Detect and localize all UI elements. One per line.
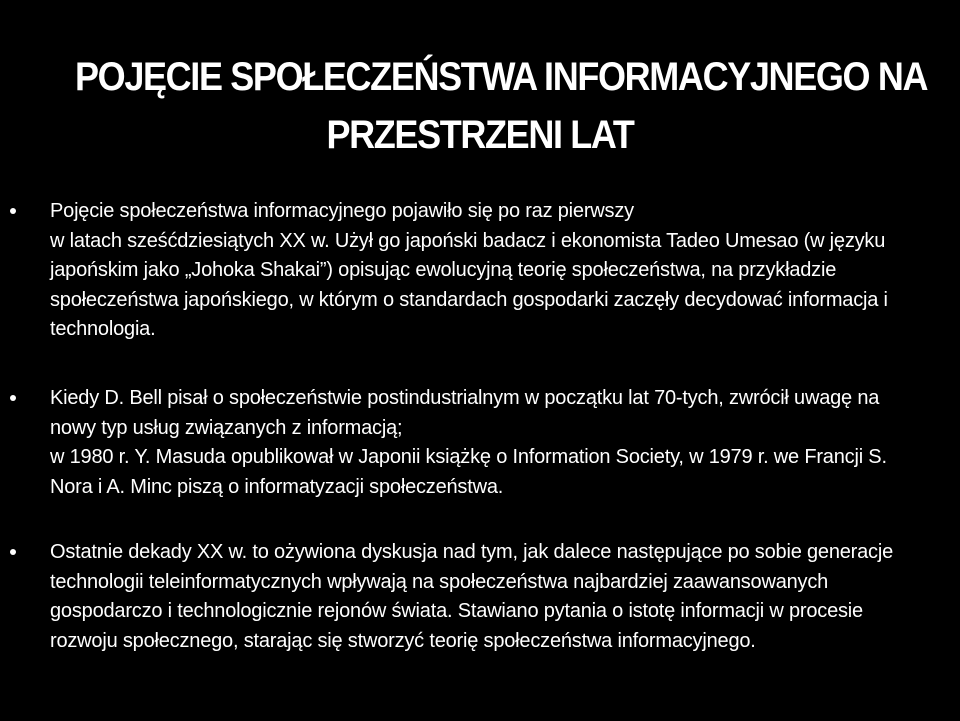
bullet-dot-icon <box>10 208 16 214</box>
bullet-dot-icon <box>10 395 16 401</box>
bullet-paragraph-umesao <box>50 197 940 345</box>
paragraph-line: Nora i A. Minc piszą o informatyzacji społeczeństwa. <box>50 475 504 498</box>
paragraph-line: w latach sześćdziesiątych XX w. Użył go japoński badacz i ekonomista Tadeo Umesao (w języku <box>50 229 886 252</box>
paragraph-line: Pojęcie społeczeństwa informacyjnego pojawiło się po raz pierwszy <box>50 200 634 222</box>
paragraph-line: nowy typ usług związanych z informacją; <box>50 416 403 439</box>
paragraph-line: społeczeństwa japońskiego, w którym o standardach gospodarki zaczęły decydować informacja i <box>50 288 888 311</box>
paragraph-line: technologia. <box>50 318 156 340</box>
paragraph-line: rozwoju społecznego, starając się stworzyć teorię społeczeństwa informacyjnego. <box>50 629 756 652</box>
title-line: POJĘCIE SPOŁECZEŃSTWA INFORMACYJNEGO NA <box>75 55 928 99</box>
paragraph-line: w 1980 r. Y. Masuda opublikował w Japonii książkę o Information Society, w 1979 r. we Francji S. <box>50 446 887 468</box>
paragraph-line: japońskim jako „Johoka Shakai”) opisując ewolucyjną teorię społeczeństwa, na przykładzie <box>50 259 837 281</box>
paragraph-line: gospodarczo i technologicznie rejonów świata. Stawiano pytania o istotę informacji w procesie <box>50 600 863 622</box>
title-line: PRZESTRZENI LAT <box>326 113 634 157</box>
slide-title <box>75 48 928 164</box>
bullet-dot-icon <box>10 549 16 555</box>
bullet-paragraph-bell <box>50 384 940 502</box>
paragraph-line: Kiedy D. Bell pisał o społeczeństwie postindustrialnym w początku lat 70-tych, zwrócił uwagę na <box>50 387 880 409</box>
bullet-paragraph-discussion <box>50 538 940 656</box>
paragraph-line: Ostatnie dekady XX w. to ożywiona dyskusja nad tym, jak dalece następujące po sobie generacje <box>50 541 894 563</box>
paragraph-line: technologii teleinformatycznych wpływają na społeczeństwa najbardziej zaawansowanych <box>50 570 829 593</box>
